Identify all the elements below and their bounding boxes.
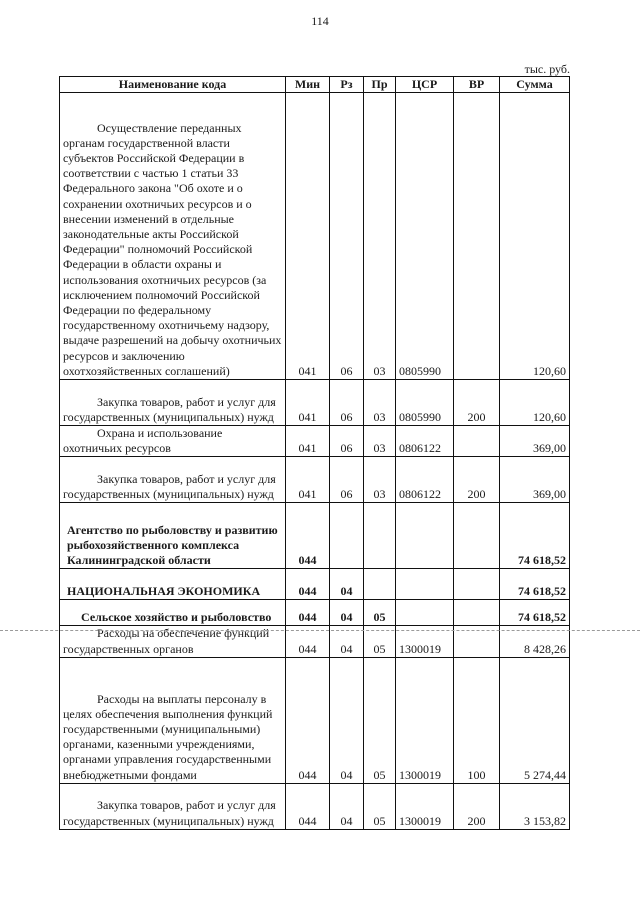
row-pr <box>364 503 396 569</box>
row-name-text: Закупка товаров, работ и услуг для государственных (муниципальных) нужд <box>63 394 276 424</box>
row-vr <box>454 426 500 457</box>
row-pr: 03 <box>364 93 396 380</box>
row-vr: 200 <box>454 380 500 426</box>
header-pr: Пр <box>364 77 396 93</box>
row-name-text: Закупка товаров, работ и услуг для государственных (муниципальных) нужд <box>63 472 276 502</box>
row-sum: 8 428,26 <box>500 626 570 657</box>
row-min: 041 <box>286 457 330 503</box>
row-min: 041 <box>286 93 330 380</box>
row-rz: 06 <box>330 380 364 426</box>
row-vr: 200 <box>454 783 500 829</box>
table-row <box>60 657 570 783</box>
row-vr <box>454 93 500 380</box>
row-name-text: НАЦИОНАЛЬНАЯ ЭКОНОМИКА <box>67 584 261 599</box>
row-name <box>60 569 286 600</box>
row-rz: 06 <box>330 457 364 503</box>
row-vr: 200 <box>454 457 500 503</box>
row-pr: 05 <box>364 783 396 829</box>
row-csr: 1300019 <box>396 626 454 657</box>
header-rz: Рз <box>330 77 364 93</box>
row-csr: 1300019 <box>396 657 454 783</box>
header-sum: Сумма <box>500 77 570 93</box>
row-csr: 0805990 <box>396 380 454 426</box>
row-vr: 100 <box>454 657 500 783</box>
row-pr: 03 <box>364 380 396 426</box>
units-label: тыс. руб. <box>524 62 570 76</box>
table-row <box>60 426 570 457</box>
header-row <box>60 77 570 93</box>
row-min: 044 <box>286 503 330 569</box>
row-min: 041 <box>286 426 330 457</box>
scan-fold-line <box>0 630 640 631</box>
row-rz: 04 <box>330 657 364 783</box>
row-csr: 1300019 <box>396 783 454 829</box>
header-name: Наименование кода <box>60 77 286 93</box>
row-min: 044 <box>286 626 330 657</box>
header-csr: ЦСР <box>396 77 454 93</box>
row-min: 044 <box>286 569 330 600</box>
row-sum: 120,60 <box>500 93 570 380</box>
table-row <box>60 93 570 380</box>
row-name <box>60 657 286 783</box>
row-rz: 06 <box>330 426 364 457</box>
row-csr: 0806122 <box>396 457 454 503</box>
row-min: 044 <box>286 657 330 783</box>
row-vr <box>454 503 500 569</box>
table-row <box>60 503 570 569</box>
row-vr <box>454 569 500 600</box>
row-pr <box>364 569 396 600</box>
table-row <box>60 569 570 600</box>
row-min: 041 <box>286 380 330 426</box>
row-name <box>60 600 286 626</box>
row-csr: 0806122 <box>396 426 454 457</box>
table-row <box>60 600 570 626</box>
row-vr <box>454 600 500 626</box>
row-rz: 04 <box>330 569 364 600</box>
row-rz <box>330 503 364 569</box>
row-rz: 04 <box>330 626 364 657</box>
row-rz: 04 <box>330 600 364 626</box>
row-csr: 0805990 <box>396 93 454 380</box>
row-name-text: Осуществление переданных органам государственной власти субъектов Российской Федерации в соответствии с частью 1 статьи 33 Федерального закона "Об охоте и о сохранении охотничьих ресурсов и о внесении изменений в отдельные законодательные акты Российской Федерации" полномочий Российской Федерации в области охраны и использования охотничьих ресурсов (за исключением полномочий Российской Федерации по федеральному государственному охотничьему надзору, выдаче разрешений на добычу охотничьих ресурсов и заключению охотхозяйственных соглашений) <box>63 120 282 378</box>
row-sum: 120,60 <box>500 380 570 426</box>
row-sum: 369,00 <box>500 426 570 457</box>
row-sum: 74 618,52 <box>500 600 570 626</box>
table-row <box>60 783 570 829</box>
row-name-text: Расходы на обеспечение функций государственных органов <box>63 626 270 656</box>
page-number: 114 <box>311 14 329 28</box>
row-name <box>60 426 286 457</box>
row-rz: 06 <box>330 93 364 380</box>
row-name <box>60 380 286 426</box>
row-pr: 03 <box>364 457 396 503</box>
table-row <box>60 380 570 426</box>
row-pr: 05 <box>364 626 396 657</box>
row-sum: 369,00 <box>500 457 570 503</box>
row-csr <box>396 600 454 626</box>
row-name-text: Охрана и использование охотничьих ресурсов <box>63 426 223 456</box>
row-name-text: Агентство по рыболовству и развитию рыбохозяйственного комплекса Калининградской области <box>67 522 278 568</box>
row-min: 044 <box>286 783 330 829</box>
table-row <box>60 457 570 503</box>
row-name-text: Сельское хозяйство и рыболовство <box>81 610 272 625</box>
row-name <box>60 503 286 569</box>
row-pr: 05 <box>364 657 396 783</box>
row-sum: 74 618,52 <box>500 503 570 569</box>
row-sum: 3 153,82 <box>500 783 570 829</box>
row-csr <box>396 503 454 569</box>
row-name <box>60 457 286 503</box>
row-rz: 04 <box>330 783 364 829</box>
header-min: Мин <box>286 77 330 93</box>
row-name-text: Закупка товаров, работ и услуг для государственных (муниципальных) нужд <box>63 798 276 828</box>
row-pr: 03 <box>364 426 396 457</box>
budget-table <box>59 76 570 830</box>
header-vr: ВР <box>454 77 500 93</box>
row-name <box>60 93 286 380</box>
row-name <box>60 783 286 829</box>
row-pr: 05 <box>364 600 396 626</box>
row-sum: 74 618,52 <box>500 569 570 600</box>
row-sum: 5 274,44 <box>500 657 570 783</box>
row-csr <box>396 569 454 600</box>
row-min: 044 <box>286 600 330 626</box>
row-name-text: Расходы на выплаты персоналу в целях обеспечения выполнения функций государственными (муниципальными) органами, казенными учреждениями, органами управления государственными внебюджетными фондами <box>63 691 273 782</box>
